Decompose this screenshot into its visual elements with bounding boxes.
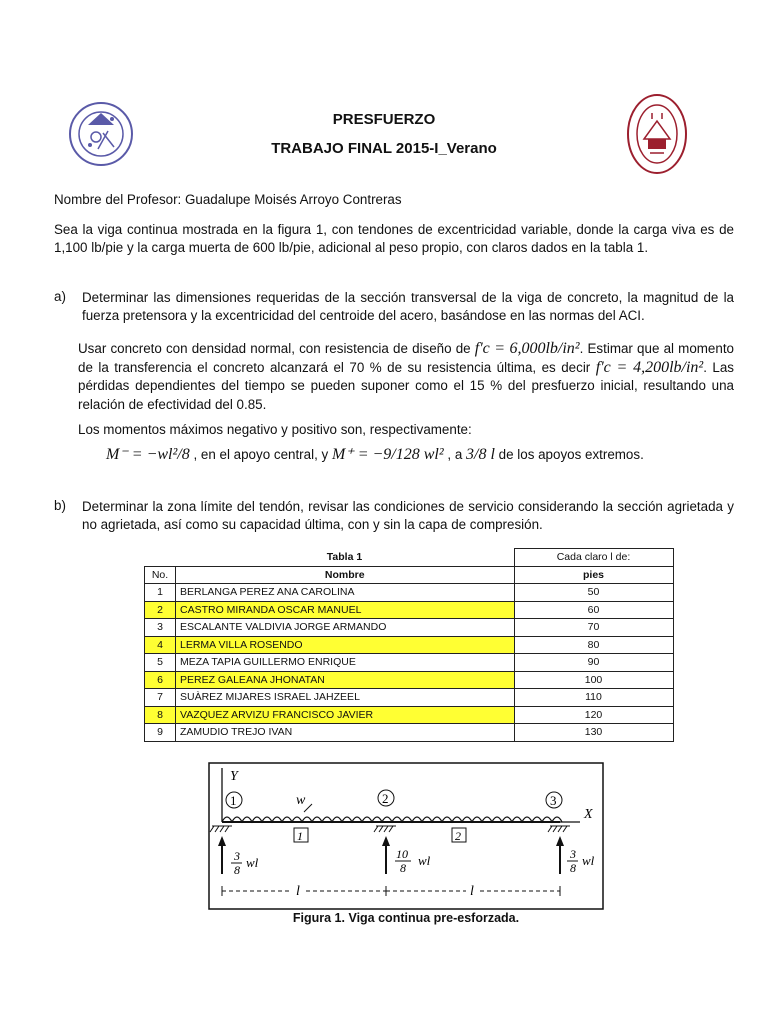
- table-row: [145, 689, 674, 707]
- row-name: CASTRO MIRANDA OSCAR MANUEL: [176, 601, 515, 619]
- row-name: BERLANGA PEREZ ANA CAROLINA: [176, 584, 515, 602]
- faculty-seal-right: [626, 93, 688, 175]
- reaction-right-suffix: wl: [582, 853, 595, 868]
- column-name-header: Nombre: [176, 566, 515, 584]
- row-name: VAZQUEZ ARVIZU FRANCISCO JAVIER: [176, 706, 515, 724]
- row-number: 7: [145, 689, 176, 707]
- row-name: MEZA TAPIA GUILLERMO ENRIQUE: [176, 654, 515, 672]
- m-negative-formula: M⁻ = −wl²/8: [106, 446, 190, 463]
- row-span: 120: [514, 706, 673, 724]
- table-row: [145, 724, 674, 742]
- m-distance-formula: 3/8 l: [466, 446, 495, 463]
- row-span: 50: [514, 584, 673, 602]
- m-positive-formula: M⁺ = −9/128 wl²: [331, 446, 444, 463]
- column-no-header: No.: [145, 566, 176, 584]
- m-end-text: de los apoyos extremos.: [498, 447, 644, 462]
- row-span: 60: [514, 601, 673, 619]
- professor-name: Nombre del Profesor: Guadalupe Moisés Arroyo Contreras: [54, 192, 402, 207]
- item-a-text: Determinar las dimensiones requeridas de la sección transversal de la viga de concreto, la magnitud de la fuerza pretensora y la excentricidad del centroide del acero, basándose en las normas del ACI.: [82, 290, 734, 323]
- reaction-middle-suffix: wl: [418, 853, 431, 868]
- span-header: Cada claro l de:: [514, 549, 673, 567]
- row-name: PEREZ GALEANA JHONATAN: [176, 671, 515, 689]
- row-span: 130: [514, 724, 673, 742]
- row-span: 90: [514, 654, 673, 672]
- row-number: 5: [145, 654, 176, 672]
- span-1-length-label: l: [296, 884, 300, 899]
- fc-transfer-formula: f'c = 4,200lb/in²: [595, 358, 704, 376]
- row-name: ZAMUDIO TREJO IVAN: [176, 724, 515, 742]
- document-subtitle: TRABAJO FINAL 2015-I_Verano: [271, 140, 497, 157]
- figure-caption: Figura 1. Viga continua pre-esforzada.: [292, 911, 520, 925]
- row-span: 80: [514, 636, 673, 654]
- beam-figure: [208, 762, 604, 910]
- item-a-label: a): [54, 289, 66, 304]
- row-number: 2: [145, 601, 176, 619]
- span-2-length-label: l: [470, 884, 474, 899]
- row-number: 6: [145, 671, 176, 689]
- table-caption: Tabla 1: [326, 551, 363, 563]
- table-row: [145, 671, 674, 689]
- m-at-text: , a: [447, 447, 463, 462]
- reaction-right-den: 8: [570, 861, 576, 875]
- moments-intro: Los momentos máximos negativo y positivo son, respectivamente:: [78, 422, 472, 437]
- table-row: [145, 601, 674, 619]
- table-row: [145, 636, 674, 654]
- row-span: 70: [514, 619, 673, 637]
- node-1-label: 1: [230, 793, 237, 808]
- table-row: [145, 654, 674, 672]
- reaction-left-num: 3: [234, 849, 240, 863]
- reaction-middle-num: 10: [396, 847, 408, 861]
- row-name: ESCALANTE VALDIVIA JORGE ARMANDO: [176, 619, 515, 637]
- row-number: 3: [145, 619, 176, 637]
- document-title: PRESFUERZO: [332, 111, 436, 128]
- concrete-text-2: . Estimar que al momento de la transferencia el concreto alcanzará el 70 % de su resistencia última, es decir: [78, 341, 734, 375]
- m-central-text: , en el apoyo central, y: [193, 447, 329, 462]
- item-b-text: Determinar la zona límite del tendón, revisar las condiciones de servicio considerando la sección agrietada y no agrietada, así como su capacidad última, con y sin la capa de compresión.: [82, 499, 734, 532]
- reaction-middle-den: 8: [400, 861, 406, 875]
- row-name: SUÀREZ MIJARES ISRAEL JAHZEEL: [176, 689, 515, 707]
- table-row: [145, 706, 674, 724]
- table-row: [145, 584, 674, 602]
- reaction-left-suffix: wl: [246, 855, 259, 870]
- university-seal-left: [68, 95, 134, 173]
- node-3-label: 3: [550, 793, 557, 808]
- intro-paragraph: Sea la viga continua mostrada en la figura 1, con tendones de excentricidad variable, donde la carga viva es de 1,100 lb/pie y la carga muerta de 600 lb/pie, adicional al peso propio, con claros dados en la tabla 1.: [54, 222, 734, 255]
- reaction-left-den: 8: [234, 863, 240, 877]
- concrete-text-1: Usar concreto con densidad normal, con resistencia de diseño de: [78, 341, 471, 356]
- x-axis-label: X: [584, 807, 593, 822]
- row-number: 4: [145, 636, 176, 654]
- span-2-label: 2: [455, 829, 461, 843]
- row-number: 1: [145, 584, 176, 602]
- row-number: 8: [145, 706, 176, 724]
- concrete-paragraph: [78, 340, 734, 414]
- table-row: [145, 619, 674, 637]
- row-name: LERMA VILLA ROSENDO: [176, 636, 515, 654]
- students-table: [144, 548, 674, 742]
- fc-formula: f'c = 6,000lb/in²: [474, 340, 580, 357]
- row-number: 9: [145, 724, 176, 742]
- node-2-label: 2: [382, 791, 389, 806]
- span-1-label: 1: [297, 829, 303, 843]
- item-b-label: b): [54, 498, 66, 513]
- row-span: 110: [514, 689, 673, 707]
- reaction-right-num: 3: [570, 847, 576, 861]
- concrete-text-3: . Las pérdidas dependientes del tiempo se pueden suponer como el 15 % del presfuerzo inicial, resultando una relación de efectividad del 0.85.: [78, 359, 735, 412]
- row-span: 100: [514, 671, 673, 689]
- moments-formula-line: [106, 444, 644, 464]
- y-axis-label: Y: [230, 769, 238, 784]
- load-label: w: [296, 793, 306, 808]
- column-unit-header: pies: [514, 566, 673, 584]
